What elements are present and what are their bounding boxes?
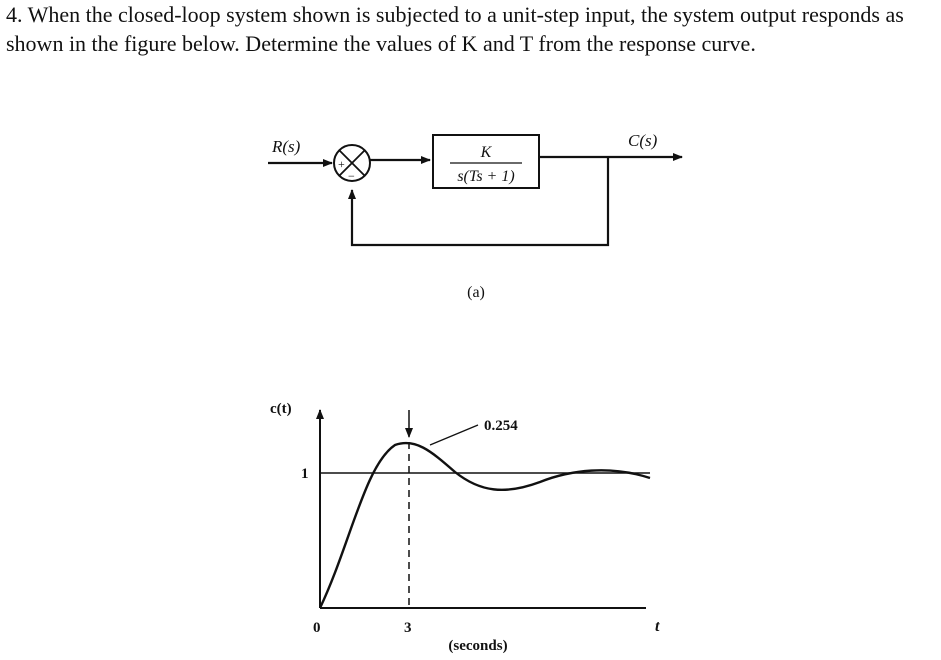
overshoot-annotation: 0.254: [484, 418, 518, 434]
diagram-caption: (a): [467, 284, 485, 301]
problem-statement: 4. When the closed-loop system shown is subjected to a unit-step input, the system output responds as shown in the figure below. Determine the values of K and T from the response curve.: [6, 2, 904, 56]
summing-junction: [334, 145, 370, 183]
block-numerator: K: [480, 144, 492, 161]
summing-plus-sign: +: [338, 157, 345, 171]
summing-minus-sign: −: [348, 169, 355, 183]
response-curve: [320, 443, 650, 608]
step-response-plot: [270, 401, 660, 654]
peak-time-tick-label: 3: [404, 620, 412, 636]
input-label: R(s): [272, 137, 301, 156]
transfer-function-block: [433, 135, 539, 188]
steady-state-tick-label: 1: [301, 466, 309, 482]
overshoot-leader-line: [430, 425, 478, 445]
origin-tick-label: 0: [313, 620, 321, 636]
block-denominator: s(Ts + 1): [457, 168, 515, 185]
x-axis-label: t: [655, 618, 660, 635]
y-axis-label: c(t): [270, 401, 292, 417]
output-label: C(s): [628, 131, 658, 150]
block-diagram: [268, 131, 682, 301]
x-units-label: (seconds): [448, 638, 508, 654]
